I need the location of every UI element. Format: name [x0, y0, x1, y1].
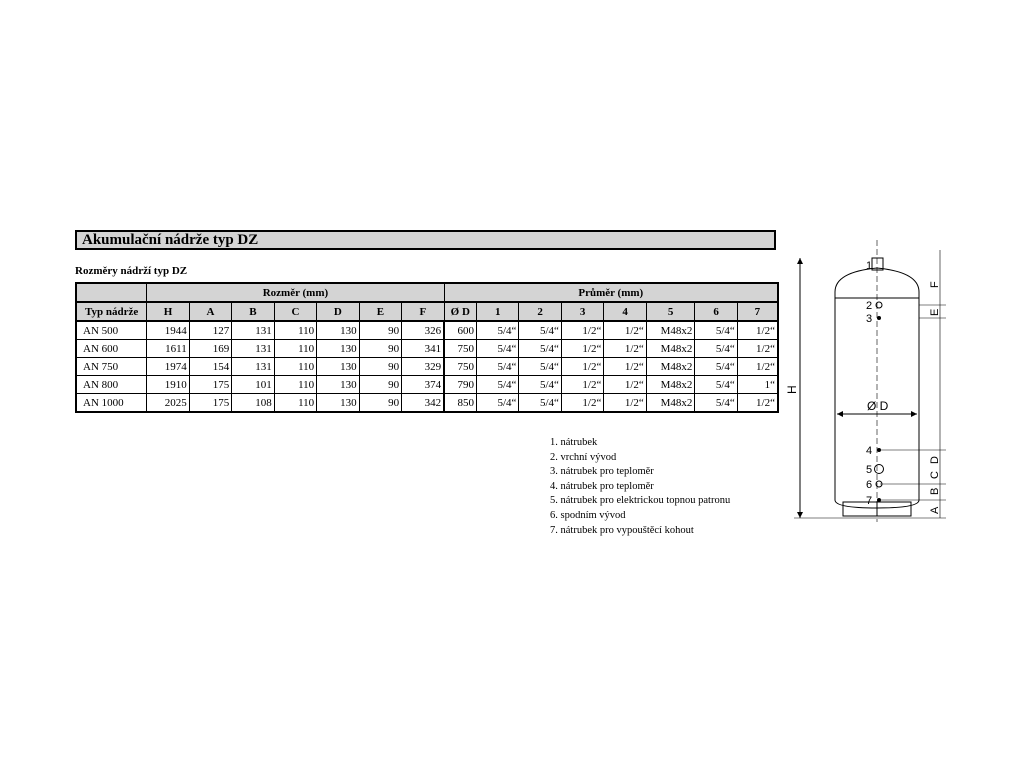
table-cell: 1/2“ [561, 358, 603, 376]
table-cell: M48x2 [646, 394, 695, 413]
table-cell: M48x2 [646, 358, 695, 376]
table-row [76, 376, 778, 394]
legend-item: 1. nátrubek [550, 437, 598, 448]
table-cell: AN 500 [76, 321, 147, 340]
column-header: Typ nádrže [76, 302, 147, 321]
table-cell: 1/2“ [561, 321, 603, 340]
legend-item: 7. nátrubek pro vypouštěcí kohout [550, 524, 694, 536]
table-group-header-row [76, 283, 778, 302]
label-fitting-5: 5 [866, 464, 873, 476]
column-header: 6 [695, 302, 737, 321]
label-fitting-6: 6 [866, 479, 873, 491]
legend-item: 5. nátrubek pro elektrickou topnou patronu [550, 495, 731, 507]
column-header: 4 [604, 302, 646, 321]
table-cell: 175 [189, 376, 231, 394]
table-cell: 5/4“ [695, 358, 737, 376]
table-cell: 131 [232, 358, 274, 376]
table-cell: 5/4“ [519, 358, 561, 376]
table-cell: 1/2“ [737, 340, 778, 358]
table-cell: 90 [359, 340, 401, 358]
label-E: E [929, 308, 941, 316]
column-header: 7 [737, 302, 778, 321]
table-cell: 90 [359, 394, 401, 413]
table-cell: 5/4“ [695, 321, 737, 340]
table-cell: 5/4“ [519, 394, 561, 413]
column-header: C [274, 302, 316, 321]
table-cell: 1/2“ [604, 340, 646, 358]
table-corner-cell [76, 283, 147, 302]
table-cell: 5/4“ [476, 376, 518, 394]
column-header: D [317, 302, 359, 321]
label-B: B [929, 487, 941, 495]
table-cell: AN 600 [76, 340, 147, 358]
table-cell: AN 750 [76, 358, 147, 376]
column-header: 3 [561, 302, 603, 321]
label-fitting-4: 4 [866, 445, 873, 457]
table-header-row [76, 302, 778, 321]
label-D: D [929, 456, 941, 464]
table-cell: 110 [274, 321, 316, 340]
table-cell: 1944 [147, 321, 189, 340]
table-cell: 1/2“ [604, 394, 646, 413]
table-cell: 2025 [147, 394, 189, 413]
table-cell: 750 [444, 340, 476, 358]
table-cell: 600 [444, 321, 476, 340]
table-cell: 5/4“ [695, 340, 737, 358]
table-cell: 329 [402, 358, 445, 376]
table-cell: 130 [317, 340, 359, 358]
table-cell: 850 [444, 394, 476, 413]
table-cell: 130 [317, 358, 359, 376]
legend-item: 2. vrchní vývod [550, 451, 617, 463]
table-cell: 1/2“ [737, 358, 778, 376]
column-header: 1 [476, 302, 518, 321]
table-cell: 5/4“ [695, 394, 737, 413]
table-row [76, 394, 778, 413]
column-header: F [402, 302, 445, 321]
legend-list [550, 436, 730, 538]
table-row [76, 358, 778, 376]
column-header: H [147, 302, 189, 321]
table-cell: M48x2 [646, 376, 695, 394]
page-title: Akumulační nádrže typ DZ [75, 230, 776, 250]
table-cell: 90 [359, 321, 401, 340]
table-cell: 130 [317, 394, 359, 413]
column-header: B [232, 302, 274, 321]
tank-drawing [780, 232, 960, 532]
label-H: H [785, 385, 799, 394]
label-A: A [929, 506, 941, 514]
table-cell: 1910 [147, 376, 189, 394]
table-cell: 750 [444, 358, 476, 376]
table-cell: 108 [232, 394, 274, 413]
column-header: E [359, 302, 401, 321]
table-cell: 5/4“ [519, 376, 561, 394]
label-fitting-7: 7 [866, 495, 873, 507]
table-cell: 101 [232, 376, 274, 394]
table-cell: AN 800 [76, 376, 147, 394]
table-cell: 1/2“ [604, 321, 646, 340]
table-cell: 5/4“ [695, 376, 737, 394]
label-diameter: Ø D [867, 399, 889, 413]
table-cell: 131 [232, 321, 274, 340]
label-fitting-2: 2 [866, 300, 873, 312]
table-cell: 374 [402, 376, 445, 394]
table-body [76, 321, 778, 412]
table-cell: 326 [402, 321, 445, 340]
table-cell: 90 [359, 358, 401, 376]
table-cell: 5/4“ [519, 321, 561, 340]
table-cell: 1/2“ [737, 394, 778, 413]
table-cell: 175 [189, 394, 231, 413]
column-header: 5 [646, 302, 695, 321]
table-cell: 127 [189, 321, 231, 340]
table-cell: 90 [359, 376, 401, 394]
table-cell: 5/4“ [476, 340, 518, 358]
table-cell: 5/4“ [476, 394, 518, 413]
table-cell: 1/2“ [561, 340, 603, 358]
legend-item: 3. nátrubek pro teploměr [550, 466, 654, 478]
table-cell: 110 [274, 358, 316, 376]
group-header-diameters: Průměr (mm) [444, 283, 778, 302]
table-cell: 169 [189, 340, 231, 358]
table-cell: 5/4“ [519, 340, 561, 358]
table-cell: 110 [274, 340, 316, 358]
table-cell: 1“ [737, 376, 778, 394]
table-cell: 5/4“ [476, 321, 518, 340]
table-cell: 1/2“ [737, 321, 778, 340]
table-cell: 154 [189, 358, 231, 376]
table-cell: 131 [232, 340, 274, 358]
label-fitting-3: 3 [866, 313, 873, 325]
dimensions-table [75, 282, 779, 413]
table-cell: M48x2 [646, 340, 695, 358]
table-row [76, 321, 778, 340]
table-cell: 130 [317, 376, 359, 394]
column-header: A [189, 302, 231, 321]
table-cell: 110 [274, 394, 316, 413]
table-subtitle: Rozměry nádrží typ DZ [75, 265, 188, 277]
table-cell: 1611 [147, 340, 189, 358]
table-cell: 1/2“ [561, 394, 603, 413]
table-cell: 342 [402, 394, 445, 413]
table-cell: 1974 [147, 358, 189, 376]
legend-item: 4. nátrubek pro teploměr [550, 480, 654, 492]
table-row [76, 340, 778, 358]
group-header-dimensions: Rozměr (mm) [147, 283, 444, 302]
table-cell: 790 [444, 376, 476, 394]
table-cell: 110 [274, 376, 316, 394]
table-cell: 1/2“ [604, 376, 646, 394]
table-cell: 1/2“ [561, 376, 603, 394]
label-F: F [929, 281, 941, 288]
table-cell: AN 1000 [76, 394, 147, 413]
table-cell: 5/4“ [476, 358, 518, 376]
legend-item: 6. spodním vývod [550, 509, 626, 521]
table-cell: 1/2“ [604, 358, 646, 376]
table-cell: 341 [402, 340, 445, 358]
label-C: C [929, 471, 941, 479]
label-fitting-1: 1 [866, 260, 873, 272]
column-header: Ø D [444, 302, 476, 321]
table-cell: 130 [317, 321, 359, 340]
column-header: 2 [519, 302, 561, 321]
table-cell: M48x2 [646, 321, 695, 340]
